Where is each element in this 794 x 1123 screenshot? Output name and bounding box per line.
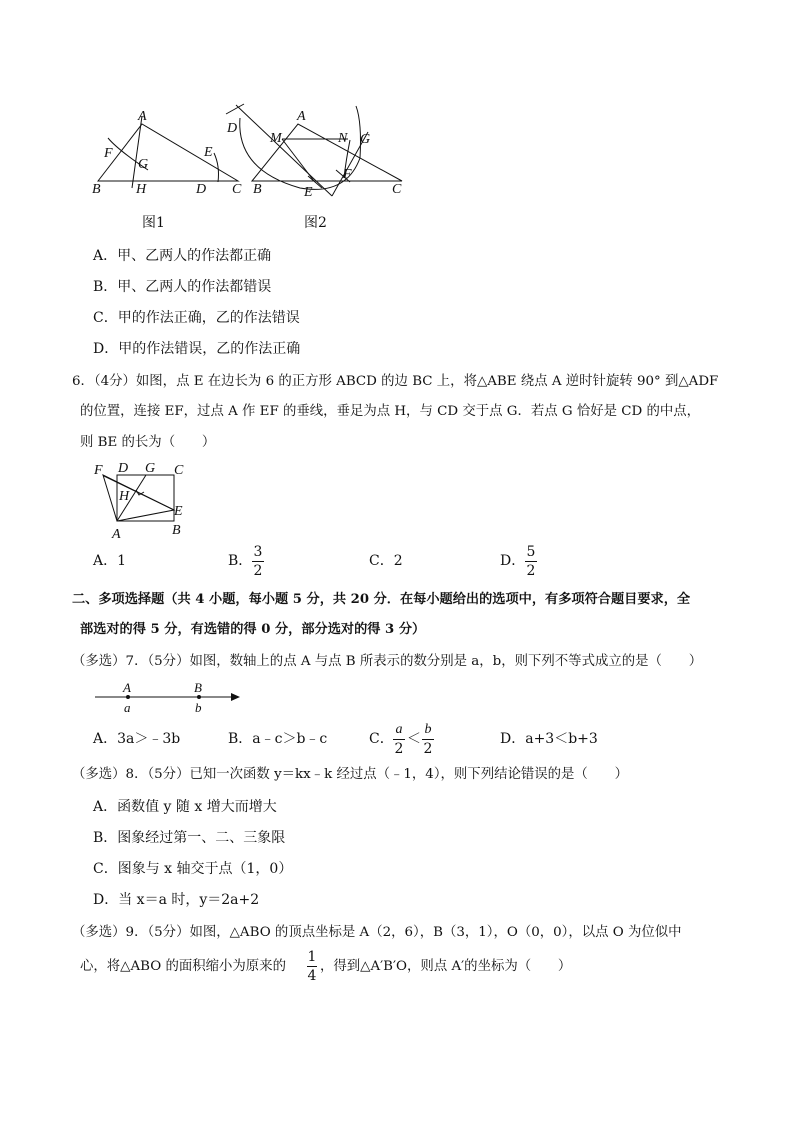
- fig1-label-D: D: [196, 182, 207, 197]
- q6-label-B: B: [172, 523, 181, 538]
- figure-1-caption: 图1: [142, 215, 165, 231]
- fig2-label-E: E: [304, 185, 313, 200]
- fig2-label-N: N: [338, 131, 348, 146]
- q8-stem: （多选）8．（5分）已知一次函数 y＝kx﹣k 经过点（﹣1，4），则下列结论错误的是（ ）: [72, 767, 628, 782]
- fig2-label-F: F: [343, 167, 352, 182]
- q6-option-d-num: 5: [526, 544, 536, 560]
- q7-option-c-fraction-2: [422, 723, 434, 756]
- q7-stem: （多选）7．（5分）如图，数轴上的点 A 与点 B 所表示的数分别是 a，b，则下列不等式成立的是（ ）: [72, 654, 703, 669]
- q9-fraction: [307, 950, 317, 983]
- q7-axis-label-b: b: [195, 700, 202, 715]
- q7-option-c-num2: b: [424, 722, 432, 737]
- q6-option-b-den: 2: [253, 563, 263, 579]
- q7-axis-label-a: a: [124, 700, 131, 715]
- fig1-label-A: A: [138, 109, 147, 124]
- q6-label-E: E: [174, 504, 183, 519]
- figure-2-caption: 图2: [304, 215, 327, 231]
- section2-header-line1: 二、多项选择题（共 4 小题，每小题 5 分，共 20 分．在每小题给出的选项中，有多项符合题目要求，全: [72, 592, 691, 607]
- fig2-label-G: G: [360, 132, 371, 147]
- fig1-label-G: G: [138, 157, 149, 172]
- fig1-label-E: E: [204, 145, 213, 160]
- q5-option-d: D．甲的作法错误，乙的作法正确: [93, 341, 301, 357]
- q7-option-c-num1: a: [395, 722, 403, 737]
- fig1-label-F: F: [104, 146, 113, 161]
- q9-stem-line1: （多选）9．（5分）如图，△ABO 的顶点坐标是 A（2，6），B（3，1），O（0，0），以点 O 为位似中: [72, 925, 682, 940]
- q9-frac-den: 4: [307, 968, 317, 984]
- q6-option-d-prefix: D．: [500, 553, 526, 569]
- fig1-label-C: C: [232, 182, 242, 197]
- q7-option-c-prefix: C．: [369, 731, 394, 747]
- fig1-label-H: H: [136, 182, 147, 197]
- q8-option-b: B．图象经过第一、二、三象限: [93, 830, 286, 846]
- q8-option-a: A．函数值 y 随 x 增大而增大: [93, 799, 277, 815]
- q6-label-F: F: [94, 463, 103, 478]
- q6-stem-line3: 则 BE 的长为（ ）: [80, 435, 216, 450]
- q7-option-d: D．a+3＜b+3: [500, 731, 598, 747]
- q6-option-c: C．2: [369, 553, 403, 569]
- q6-stem-line2: 的位置，连接 EF，过点 A 作 EF 的垂线，垂足为点 H，与 CD 交于点 G．若点 G 恰好是 CD 的中点，: [80, 404, 701, 419]
- q7-axis-label-A: A: [123, 680, 131, 695]
- q6-stem-line1: 6．（4分）如图，点 E 在边长为 6 的正方形 ABCD 的边 BC 上，将△ABE 绕点 A 逆时针旋转 90° 到△ADF: [72, 374, 719, 389]
- q5-option-c: C．甲的作法正确，乙的作法错误: [93, 310, 300, 326]
- q7-option-a: A．3a＞﹣3b: [93, 731, 181, 747]
- q6-option-b-num: 3: [253, 544, 263, 560]
- q7-option-c-fraction-1: [393, 723, 405, 756]
- q9-frac-num: 1: [307, 949, 317, 965]
- q9-stem-line2b: ，得到△A′B′O，则点 A′的坐标为（ ）: [320, 959, 572, 974]
- q7-option-c-op: ＜: [407, 731, 421, 747]
- q6-label-G: G: [145, 461, 156, 476]
- fig2-label-B: B: [253, 182, 262, 197]
- fig2-label-C: C: [392, 182, 402, 197]
- fig2-label-M: M: [270, 131, 282, 146]
- q6-option-b-prefix: B．: [228, 553, 253, 569]
- q6-label-H: H: [119, 489, 130, 504]
- q6-option-a: A．1: [93, 553, 127, 569]
- q6-label-A: A: [112, 527, 121, 542]
- q5-option-a: A．甲、乙两人的作法都正确: [93, 248, 272, 264]
- q6-label-C: C: [174, 463, 184, 478]
- q7-option-b: B．a﹣c＞b﹣c: [228, 731, 328, 747]
- q5-option-b: B．甲、乙两人的作法都错误: [93, 279, 272, 295]
- q8-option-d: D．当 x＝a 时，y＝2a+2: [93, 892, 260, 908]
- section2-header-line2: 部选对的得 5 分，有选错的得 0 分，部分选对的得 3 分）: [80, 622, 426, 637]
- q7-option-c-den2: 2: [423, 741, 433, 757]
- q6-option-d-den: 2: [526, 563, 536, 579]
- q8-option-c: C．图象与 x 轴交于点（1，0）: [93, 861, 293, 877]
- q7-axis-label-B: B: [194, 680, 202, 695]
- fig1-label-B: B: [92, 182, 101, 197]
- q9-stem-line2a: 心，将△ABO 的面积缩小为原来的: [80, 959, 286, 974]
- q7-option-c-den1: 2: [394, 741, 404, 757]
- q6-label-D: D: [118, 461, 129, 476]
- fig2-label-D: D: [227, 121, 238, 136]
- fig2-label-A: A: [297, 109, 306, 124]
